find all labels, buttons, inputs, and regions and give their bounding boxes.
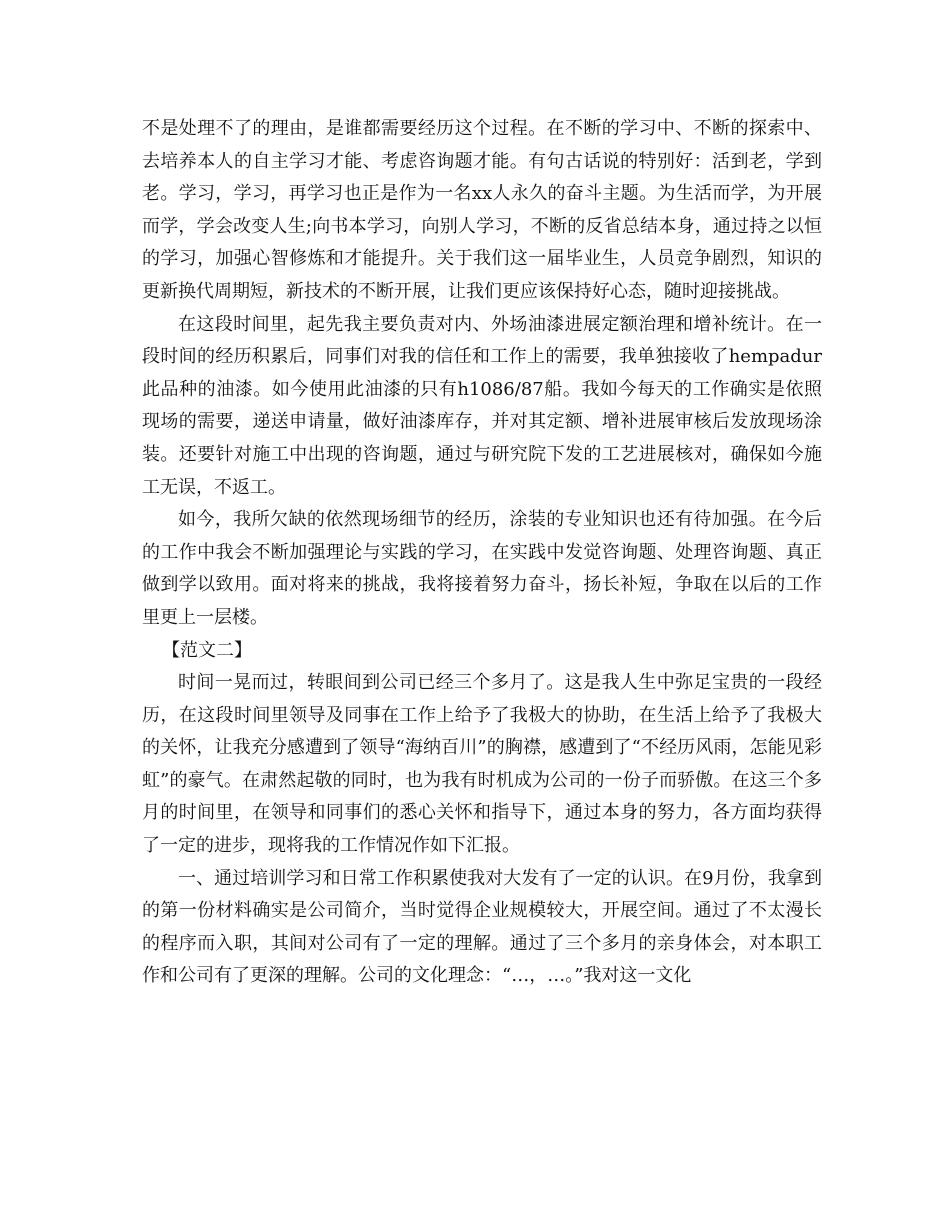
section-heading-sample-two: 【范文二】 <box>162 639 252 661</box>
paragraph-continuation: 不是处理不了的理由，是谁都需要经历这个过程。在不断的学习中、不断的探索中、去培养本人的自主学习才能、考虑咨询题才能。有句古话说的特别好：活到老，学到老。学习，学习，再学习也正是作为一名xx人永久的奋斗主题。为生活而学，为开展而学，学会改变人生;向书本学习，向别人学习，不断的反省总结本身，通过持之以恒的学习，加强心智修炼和才能提升。关于我们这一届毕业生，人员竞争剧烈，知识的更新换代周期短，新技术的不断开展，让我们更应该保持好心态，随时迎接挑战。 <box>142 118 822 302</box>
paragraph-work-duties: 在这段时间里，起先我主要负责对内、外场油漆进展定额治理和增补统计。在一段时间的经历积累后，同事们对我的信任和工作上的需要，我单独接收了hempadur此品种的油漆。如今使用此油漆的只有h1086/87船。我如今每天的工作确实是依照现场的需要，递送申请量，做好油漆库存，并对其定额、增补进展审核后发放现场涂装。还要针对施工中出现的咨询题，通过与研究院下发的工艺进展核对，确保如今施工无误，不返工。 <box>142 313 822 498</box>
paragraph-training-section: 一、通过培训学习和日常工作积累使我对大发有了一定的认识。在9月份，我拿到的第一份材料确实是公司简介，当时觉得企业规模较大，开展空间。通过了不太漫长的程序而入职，其间对公司有了一定的理解。通过了三个多月的亲身体会，对本职工作和公司有了更深的理解。公司的文化理念：“…，…。”我对这一文化 <box>142 867 822 987</box>
paragraph-shortcomings: 如今，我所欠缺的依然现场细节的经历，涂装的专业知识也还有待加强。在今后的工作中我会不断加强理论与实践的学习，在实践中发觉咨询题、处理咨询题、真正做到学以致用。面对将来的挑战，我将接着努力奋斗，扬长补短，争取在以后的工作里更上一层楼。 <box>142 509 822 628</box>
paragraph-three-months: 时间一晃而过，转眼间到公司已经三个多月了。这是我人生中弥足宝贵的一段经历，在这段时间里领导及同事在工作上给予了我极大的协助，在生活上给予了我极大的关怀，让我充分感遭到了领导“海纳百川”的胸襟，感遭到了“不经历风雨，怎能见彩虹”的豪气。在肃然起敬的同时，也为我有时机成为公司的一份子而骄傲。在这三个多月的时间里，在领导和同事们的悉心关怀和指导下，通过本身的努力，各方面均获得了一定的进步，现将我的工作情况作如下汇报。 <box>142 672 822 857</box>
document-body <box>142 113 822 993</box>
